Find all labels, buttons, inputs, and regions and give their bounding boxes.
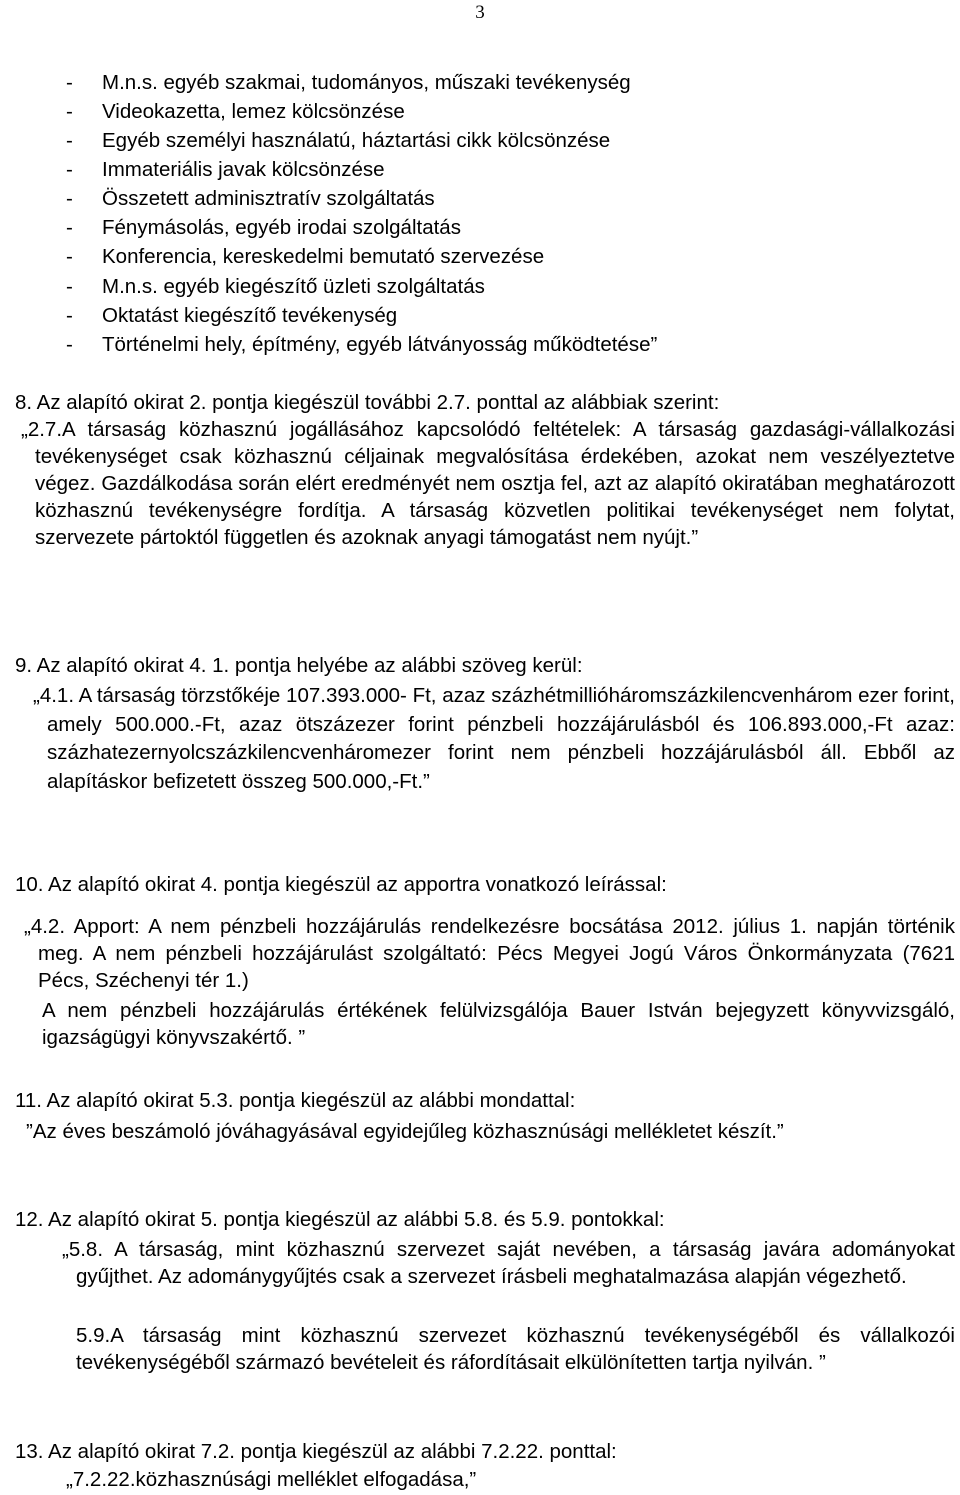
- list-item: Egyéb személyi használatú, háztartási cikk kölcsönzése: [102, 129, 611, 152]
- list-dash: -: [66, 158, 73, 181]
- page-number: 3: [475, 2, 485, 23]
- list-item: Fénymásolás, egyéb irodai szolgáltatás: [102, 216, 461, 239]
- list-item: Konferencia, kereskedelmi bemutató szervezése: [102, 245, 545, 268]
- list-item: Oktatást kiegészítő tevékenység: [102, 304, 398, 327]
- section-10-heading: 10. Az alapító okirat 4. pontja kiegészül az apportra vonatkozó leírással:: [15, 873, 667, 896]
- list-dash: -: [66, 216, 73, 239]
- list-dash: -: [66, 275, 73, 298]
- list-dash: -: [66, 245, 73, 268]
- section-12-body-1: „5.8. A társaság, mint közhasznú szervezet saját nevében, a társaság javára adományokat gyűjthet. Az adománygyűjtés csak a szervezet írásbeli meghatalmazása alapján végezhető.: [62, 1238, 955, 1288]
- section-8-heading: 8. Az alapító okirat 2. pontja kiegészül további 2.7. ponttal az alábbiak szerint:: [15, 391, 720, 414]
- section-12-heading: 12. Az alapító okirat 5. pontja kiegészül az alábbi 5.8. és 5.9. pontokkal:: [15, 1208, 665, 1231]
- list-dash: -: [66, 100, 73, 123]
- section-9-heading: 9. Az alapító okirat 4. 1. pontja helyébe az alábbi szöveg kerül:: [15, 654, 583, 677]
- section-13-body: „7.2.22.közhasznúsági melléklet elfogadása,”: [66, 1468, 477, 1491]
- list-item: Videokazetta, lemez kölcsönzése: [102, 100, 405, 123]
- section-12-body-2: 5.9.A társaság mint közhasznú szervezet közhasznú tevékenységéből és vállalkozói tevékenységéből származó bevételeit és ráfordításait elkülönítetten tartja nyilván. ”: [76, 1324, 955, 1374]
- section-10-body-2: A nem pénzbeli hozzájárulás értékének felülvizsgálója Bauer István bejegyzett könyvvizsgáló, igazságügyi könyvszakértő. ”: [42, 999, 955, 1049]
- list-item: Történelmi hely, építmény, egyéb látványosság működtetése”: [102, 333, 658, 356]
- list-item: M.n.s. egyéb szakmai, tudományos, műszaki tevékenység: [102, 71, 631, 94]
- list-dash: -: [66, 71, 73, 94]
- section-10-body-1: „4.2. Apport: A nem pénzbeli hozzájárulás rendelkezésre bocsátása 2012. július 1. napján történik meg. A nem pénzbeli hozzájárulást szolgáltató: Pécs Megyei Jogú Város Önkormányzata (7621 Pécs, Széchenyi tér 1.): [24, 915, 955, 992]
- list-item: Összetett adminisztratív szolgáltatás: [102, 187, 435, 210]
- section-8-body: „2.7.A társaság közhasznú jogállásához kapcsolódó feltételek: A társaság gazdasági-vállalkozási tevékenységet csak közhasznú céljainak megvalósítása érdekében, azokat nem veszélyeztetve végez. Gazdálkodása során elért eredményét nem osztja fel, azt az alapító okiratában meghatározott közhasznú tevékenységre fordítja. A társaság közvetlen politikai tevékenységet nem folytat, szervezete pártoktól független és azoknak anyagi támogatást nem nyújt.”: [21, 418, 955, 549]
- section-11-heading: 11. Az alapító okirat 5.3. pontja kiegészül az alábbi mondattal:: [15, 1089, 576, 1112]
- list-item: Immateriális javak kölcsönzése: [102, 158, 385, 181]
- section-9-body: „4.1. A társaság törzstőkéje 107.393.000- Ft, azaz százhétmillióháromszázkilencvenhárom ezer forint, amely 500.000.-Ft, azaz ötszázezer forint pénzbeli hozzájárulásból és 106.893.000,-Ft azaz: százhatezernyolcszázkilencvenháromezer forint nem pénzbeli hozzájárulásból áll. Ebből az alapításkor befizetett összeg 500.000,-Ft.”: [33, 684, 955, 793]
- list-dash: -: [66, 333, 73, 356]
- list-dash: -: [66, 304, 73, 327]
- list-dash: -: [66, 129, 73, 152]
- list-item: M.n.s. egyéb kiegészítő üzleti szolgáltatás: [102, 275, 485, 298]
- section-13-heading: 13. Az alapító okirat 7.2. pontja kiegészül az alábbi 7.2.22. ponttal:: [15, 1440, 617, 1463]
- list-dash: -: [66, 187, 73, 210]
- section-11-body: ”Az éves beszámoló jóváhagyásával egyidejűleg közhasznúsági mellékletet készít.”: [26, 1120, 784, 1143]
